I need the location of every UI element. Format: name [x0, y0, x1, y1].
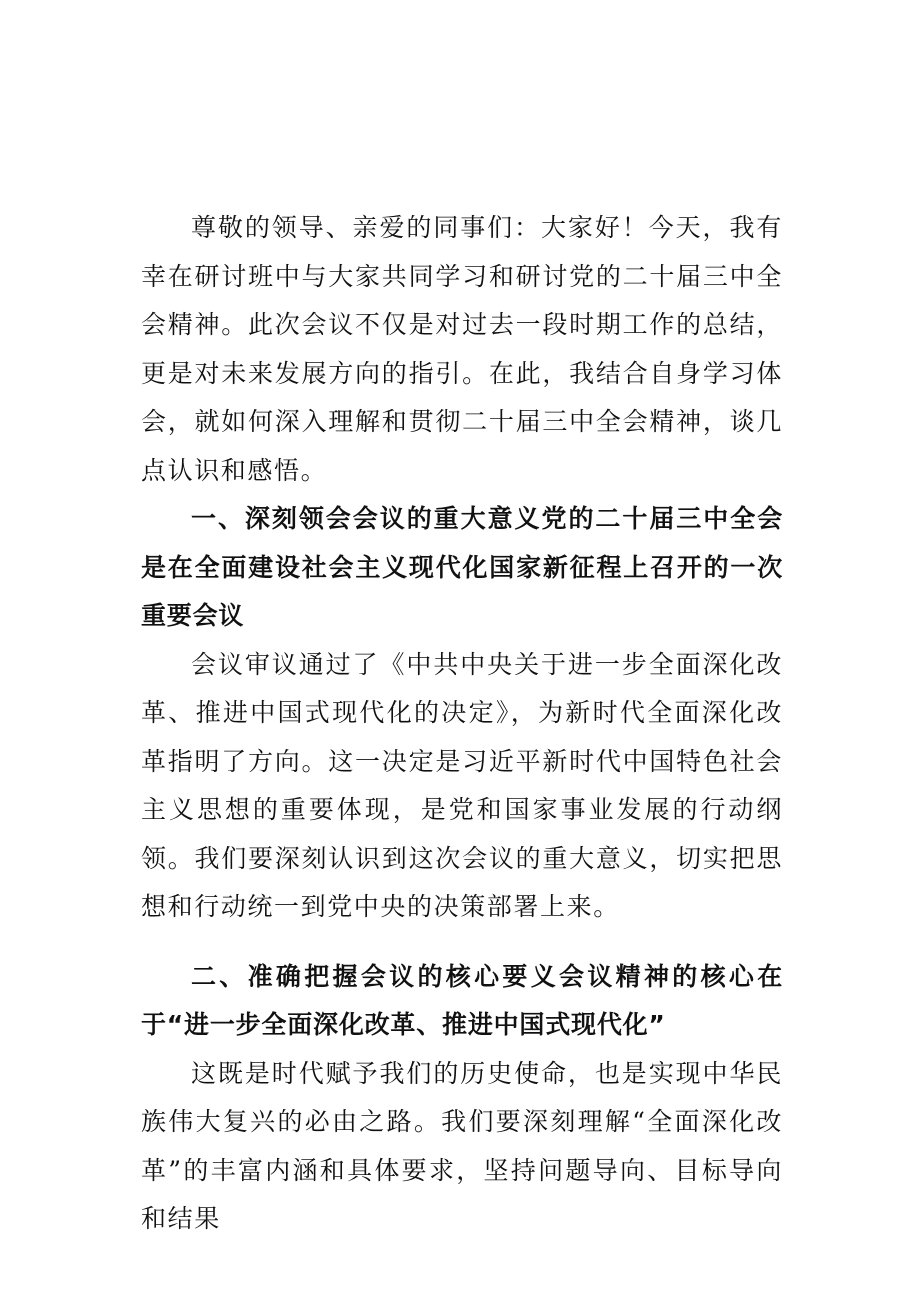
section-heading-1: 一、深刻领会会议的重大意义党的二十届三中全会是在全面建设社会主义现代化国家新征程上召开的一次重要会议: [141, 504, 783, 630]
section-2-paragraph: 这既是时代赋予我们的历史使命，也是实现中华民族伟大复兴的必由之路。我们要深刻理解“全面深化改革”的丰富内涵和具体要求，坚持问题导向、目标导向和结果: [141, 1058, 783, 1233]
section-1-paragraph: 会议审议通过了《中共中央关于进一步全面深化改革、推进中国式现代化的决定》，为新时代全面深化改革指明了方向。这一决定是习近平新时代中国特色社会主义思想的重要体现，是党和国家事业发展的行动纲领。我们要深刻认识到这次会议的重大意义，切实把思想和行动统一到党中央的决策部署上来。: [141, 649, 783, 921]
opening-paragraph: 尊敬的领导、亲爱的同事们：大家好！今天，我有幸在研讨班中与大家共同学习和研讨党的二十届三中全会精神。此次会议不仅是对过去一段时期工作的总结，更是对未来发展方向的指引。在此，我结合自身学习体会，就如何深入理解和贯彻二十届三中全会精神，谈几点认识和感悟。: [141, 213, 783, 485]
document-body: [141, 204, 783, 1244]
section-heading-2: 二、准确把握会议的核心要义会议精神的核心在于“进一步全面深化改革、推进中国式现代化”: [141, 961, 783, 1039]
